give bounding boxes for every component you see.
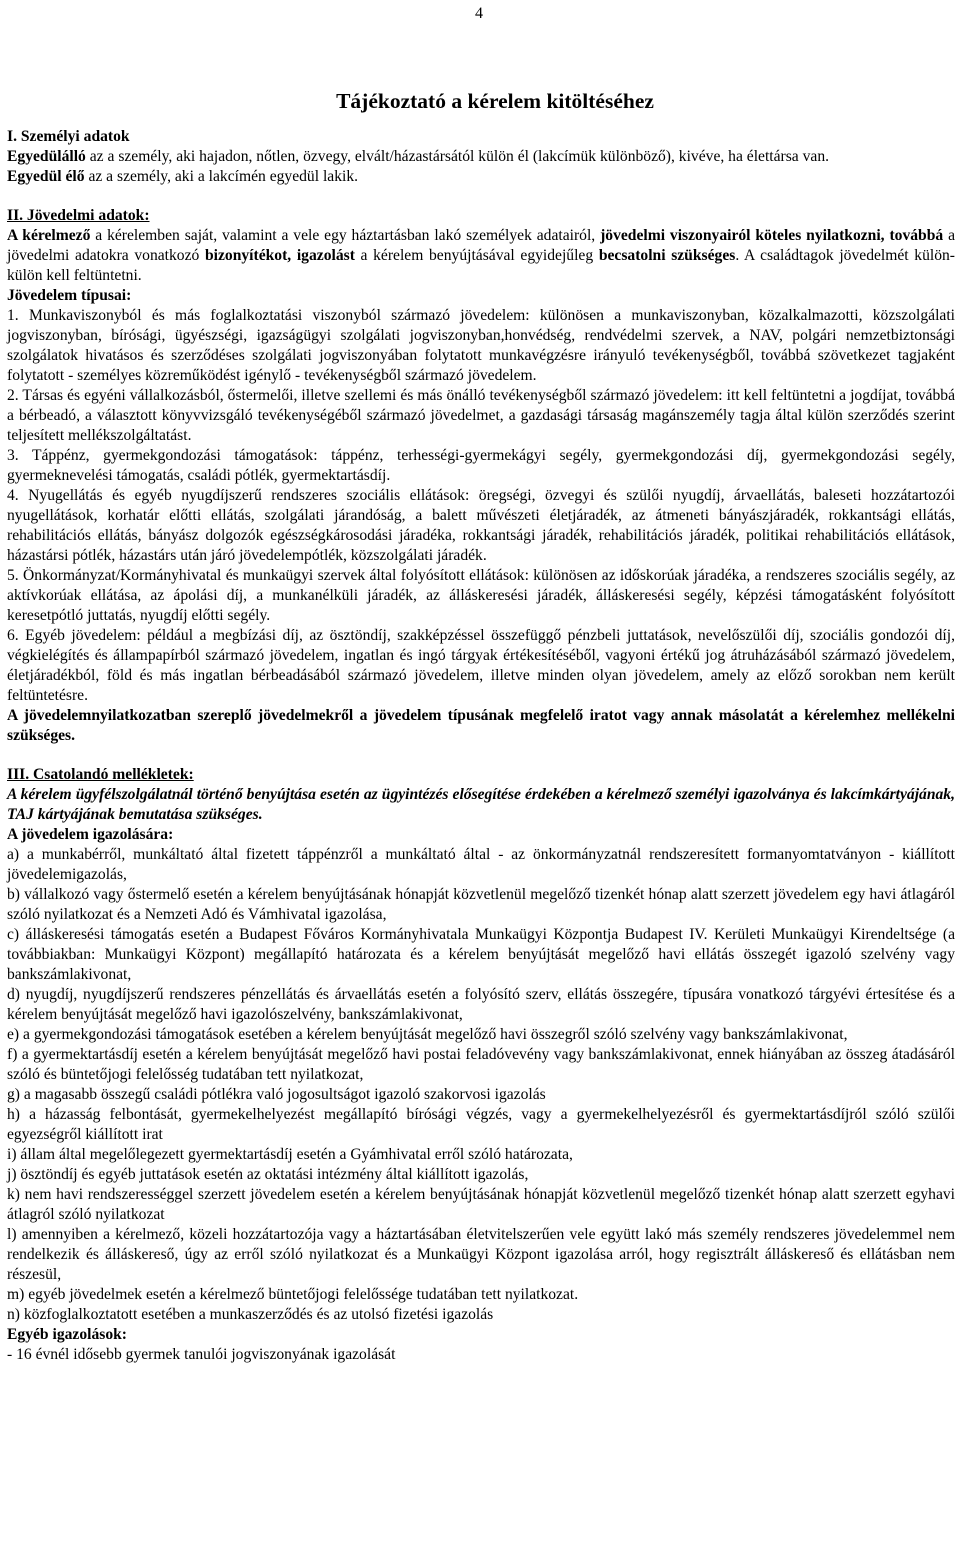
income-proof-item: m) egyéb jövedelmek esetén a kérelmező büntetőjogi felelőssége tudatában tett nyilatkozat. — [7, 1286, 579, 1303]
intro-text-run: a kérelemben saját, valamint a vele egy háztartásban lakó személyek adatairól, — [90, 227, 601, 244]
other-proofs-list — [7, 1345, 955, 1365]
income-proof-item: d) nyugdíj, nyugdíjszerű rendszeres pénzellátás és árvaellátás esetén a folyósító szerv, ellátás összegére, típusára vonatkozó tárgyévi értesítése és a kérelem benyújtását megelőző havi igazolószelvény, bankszámlakivonat, — [7, 986, 955, 1023]
intro-text-run: bizonyítékot, igazolást — [204, 247, 355, 264]
section-1-heading: I. Személyi adatok — [7, 128, 130, 145]
section-2-heading: II. Jövedelmi adatok: — [7, 207, 150, 224]
definition-egyedul-elo-text: az a személy, aki a lakcímén egyedül lakik. — [84, 168, 359, 185]
other-proof-item: - 16 évnél idősebb gyermek tanulói jogviszonyának igazolását — [7, 1346, 396, 1363]
income-proof-list — [7, 845, 955, 1325]
income-proof-item: b) vállalkozó vagy őstermelő esetén a kérelem benyújtásának hónapját közvetlenül megelőző tizenkét hónap alatt szerzett jövedelem egy havi átlagáról szóló nyilatkozat és a Nemzeti Adó és Vámhivatal igazolása, — [7, 886, 955, 923]
income-types-list — [7, 306, 955, 706]
term-egyedul-elo: Egyedül élő — [7, 168, 85, 185]
income-proof-item: j) ösztöndíj és egyéb juttatások esetén az oktatási intézmény által kiállított igazolás, — [7, 1166, 529, 1183]
intro-text-run: becsatolni szükséges — [598, 247, 736, 264]
definition-egyedulallo — [7, 147, 955, 167]
income-type-item: 5. Önkormányzat/Kormányhivatal és munkaügyi szervek által folyósított ellátások: különösen az időskorúak járadéka, a rendszeres szociális segély, az aktívkorúak ellátása, az ápolási díj, a munkanélküli járadék, az álláskeresési járadék, álláskeresési segély, képzési támogatásként folyósított keresetpótló juttatás, nyugdíj előtti segély. — [7, 567, 955, 624]
other-proofs-heading: Egyéb igazolások: — [7, 1326, 127, 1343]
income-proof-item: h) a házasság felbontását, gyermekelhelyezést megállapító bírósági végzés, vagy a gyermekelhelyezésről és gyermektartásdíjról szóló szülői egyezségről kiállított irat — [7, 1106, 955, 1143]
intro-text-run: jövedelmi viszonyairól köteles nyilatkozni, továbbá — [600, 227, 944, 244]
income-proof-item: l) amennyiben a kérelmező, közeli hozzátartozója vagy a háztartásában életvitelszerűen vele együtt lakó más személy rendszeres jövedelemmel nem rendelkezik és álláskereső, úgy az erről szóló nyilatkozat és a Munkaügyi Központ igazolása arról, hogy regisztrált álláskereső és ellátásban nem részesül, — [7, 1226, 955, 1283]
income-type-item: 3. Táppénz, gyermekgondozási támogatások: táppénz, terhességi-gyermekágyi segély, gyermekgondozási díj, gyermekgondozási segély, gyermeknevelési támogatás, családi pótlék, gyermektartásdíj. — [7, 447, 955, 484]
income-proof-item: c) álláskeresési támogatás esetén a Budapest Főváros Kormányhivatala Munkaügyi Központja Budapest IV. Kerületi Munkaügyi Kirendeltsége (a továbbiakban: Munkaügyi Központ) megállapító határozata és a kérelem benyújtását megelőző havi ellátás összegét igazoló szelvény vagy bankszámlakivonat, — [7, 926, 955, 983]
section-3-heading: III. Csatolandó mellékletek: — [7, 766, 194, 783]
income-types-heading: Jövedelem típusai: — [7, 287, 132, 304]
intro-text-run: A kérelmező — [7, 227, 91, 244]
income-type-item: 1. Munkaviszonyból és más foglalkoztatási viszonyból származó jövedelem: különösen a munkaviszonyban, közalkalmazotti, közszolgálati jogviszonyban, bírósági, ügyészségi, igazságügyi szolgálati jogviszonyban,honvédség, rendvédelmi szervek, a NAV, polgári nemzetbiztonsági szolgálatok hivatásos és szerződéses szolgálati jogviszonyában folytatott munkavégzésre irányuló tevékenységből, továbbá szövetkezet tagjaként folytatott - személyes közreműködést igénylő - tevékenységből származó jövedelem. — [7, 307, 955, 384]
term-egyedulallo: Egyedülálló — [7, 148, 86, 165]
section-2-intro — [7, 226, 955, 286]
page-number: 4 — [475, 5, 483, 22]
income-proof-item: n) közfoglalkoztatott esetében a munkaszerződés és az utolsó fizetési igazolás — [7, 1306, 494, 1323]
income-proof-item: g) a magasabb összegű családi pótlékra való jogosultságot igazoló szakorvosi igazolás — [7, 1086, 546, 1103]
income-proof-heading: A jövedelem igazolására: — [7, 826, 174, 843]
income-type-item: 6. Egyéb jövedelem: például a megbízási díj, az ösztöndíj, szakképzéssel összefüggő pénzbeli juttatások, nevelőszülői díj, szociális gondozói díj, végkielégítés és állampapírból származó jövedelem, ingatlan és ingó tárgyak értékesítéséből, vagyoni értékű jog átruházásából származó jövedelem, életjáradékból, föld és más ingatlan bérbeadásából származó jövedelem, illetve minden olyan jövedelem, amely az előző sorokban nem került feltüntetésre. — [7, 627, 955, 704]
document-body — [7, 127, 955, 1365]
income-proof-item: k) nem havi rendszerességgel szerzett jövedelem esetén a kérelem benyújtásának hónapját közvetlenül megelőző tizenkét hónap alatt szerzett egyhavi átlagról szóló nyilatkozat — [7, 1186, 955, 1223]
intro-text-run: a jövedelmi adatokra vonatkozó — [7, 227, 955, 264]
definition-egyedul-elo — [7, 167, 955, 187]
intro-text-run: a kérelem benyújtásával egyidejűleg — [354, 247, 599, 264]
definition-egyedulallo-text: az a személy, aki hajadon, nőtlen, özvegy, elvált/házastársától külön él (lakcímük különböző), kivéve, ha élettársa van. — [85, 148, 830, 165]
income-proof-item: a) a munkabérről, munkáltató által fizetett táppénzről a munkáltató által - az önkormányzatnál rendszeresített formanyomtatványon - kiállított jövedelemigazolás, — [7, 846, 955, 883]
income-type-item: 4. Nyugellátás és egyéb nyugdíjszerű rendszeres szociális ellátások: öregségi, özvegyi és szülői nyugdíj, árvaellátás, baleseti hozzátartozói nyugellátások, korhatár előtti ellátás, szolgálati járandóság, a balett művészeti életjáradék, az átmeneti bányászjáradék, rokkantsági ellátás, rehabilitációs ellátás, bányász dolgozók egészségkárosodási járadéka, rokkantsági járadék, rehabilitációs járadék, politikai rehabilitációs ellátások, házastársi pótlék, házastárs után járó jövedelempótlék, közszolgálati járadék. — [7, 487, 955, 564]
income-proof-item: i) állam által megelőlegezett gyermektartásdíj esetén a Gyámhivatal erről szóló határozata, — [7, 1146, 573, 1163]
section-2-closing-note: A jövedelemnyilatkozatban szereplő jövedelmekről a jövedelem típusának megfelelő iratot vagy annak másolatát a kérelemhez mellékelni szükséges. — [7, 707, 955, 744]
document-title: Tájékoztató a kérelem kitöltéséhez — [336, 89, 654, 113]
income-type-item: 2. Társas és egyéni vállalkozásból, őstermelői, illetve szellemi és más önálló tevékenységből származó jövedelem: itt kell feltüntetni a jogdíjat, továbbá a bérbeadó, a választott könyvvizsgáló tevékenységéből származó jövedelmet, a gazdasági társaság magánszemély tagja által külön szerződés szerint teljesített mellékszolgáltatást. — [7, 387, 955, 444]
attachments-note: A kérelem ügyfélszolgálatnál történő benyújtása esetén az ügyintézés elősegítése érdekében a kérelmező személyi igazolványa és lakcímkártyájának, TAJ kártyájának bemutatása szükséges. — [7, 786, 955, 823]
income-proof-item: f) a gyermektartásdíj esetén a kérelem benyújtását megelőző havi postai feladóvevény vagy bankszámlakivonat, ennek hiányában az összeg átadásáról szóló és büntetőjogi felelősség tudatában tett nyilatkozat, — [7, 1046, 955, 1083]
intro-text-run: . A családtagok jövedelmét külön-külön kell feltüntetni. — [7, 247, 955, 284]
income-proof-item: e) a gyermekgondozási támogatások esetében a kérelem benyújtását megelőző havi összegről szóló szelvény vagy bankszámlakivonat, — [7, 1026, 848, 1043]
